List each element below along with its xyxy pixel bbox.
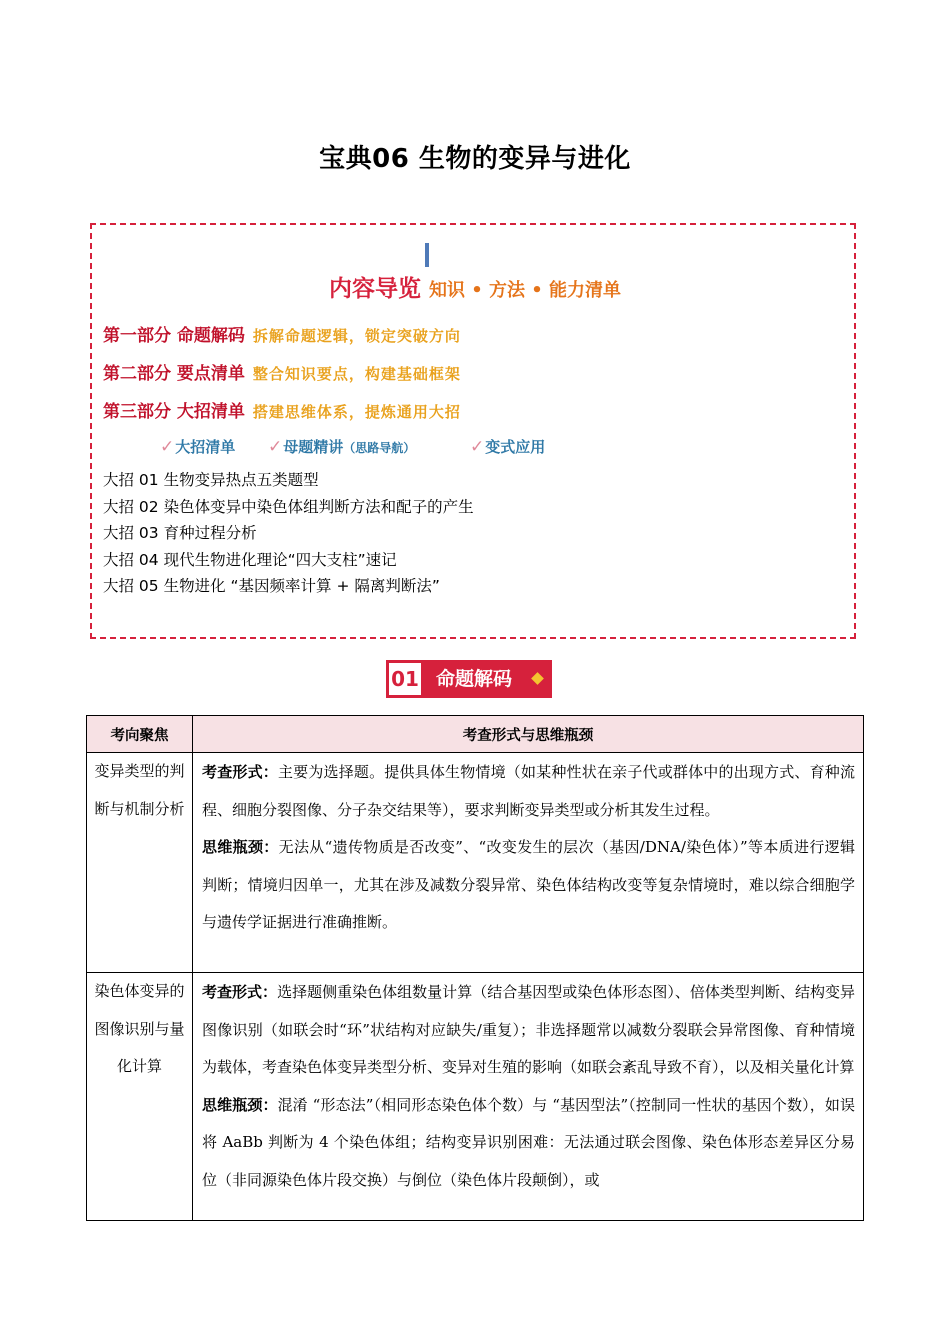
bottleneck-text: 混淆 “形态法”（相同形态染色体个数）与 “基因型法”（控制同一性状的基因个数），如误将 AaBb 判断为 4 个染色体组；结构变异识别困难：无法通过联会图像、染色体形态差异区分易位（非同源染色体片段交换）与倒位（染色体片段颠倒），或 [202, 1095, 855, 1189]
form-label: 考查形式： [202, 983, 278, 1001]
move-item: 大招 05 生物进化 “基因频率计算 + 隔离判断法” [103, 577, 440, 596]
guide-title: 内容导览 [328, 276, 421, 302]
form-text: 主要为选择题。提供具体生物情境（如某种性状在亲子代或群体中的出现方式、育种流程、细胞分裂图像、分子杂交结果等），要求判断变异类型或分析其发生过程。 [202, 763, 855, 819]
row-content [193, 973, 864, 1221]
part-three-desc: 搭建思维体系，提炼通用大招 [252, 403, 461, 421]
part-one-desc: 拆解命题逻辑，锁定突破方向 [252, 327, 461, 345]
bottleneck-label: 思维瓶颈： [202, 1095, 278, 1114]
tag-mother-problem-label: 母题精讲 [283, 438, 344, 456]
part-one [103, 321, 461, 346]
row-topic: 变异类型的判断与机制分析 [87, 753, 193, 973]
move-item: 大招 03 育种过程分析 [103, 524, 257, 543]
check-icon: ✓ [160, 437, 175, 457]
move-item: 大招 04 现代生物进化理论“四大支柱”速记 [103, 550, 397, 569]
tag-mother-problem-note: （思路导航） [343, 441, 416, 455]
table-row [87, 973, 864, 1221]
thinking-bottleneck [202, 1087, 855, 1200]
section-label: 命题解码 [424, 660, 552, 698]
exam-focus-table [86, 715, 864, 1221]
tag-variant-application [470, 436, 545, 457]
part-one-label: 第一部分 命题解码 [103, 326, 245, 346]
part-two [103, 359, 461, 384]
move-item: 大招 02 染色体变异中染色体组判断方法和配子的产生 [103, 497, 474, 516]
moves-list [103, 467, 474, 600]
check-icon: ✓ [268, 437, 283, 457]
table-row [87, 753, 864, 973]
thinking-bottleneck [202, 829, 855, 942]
header-content: 考查形式与思维瓶颈 [193, 716, 864, 753]
guide-heading [0, 270, 950, 303]
header-topic: 考向聚焦 [87, 716, 193, 753]
form-text: 选择题侧重染色体组数量计算（结合基因型或染色体形态图）、倍体类型判断、结构变异图像识别（如联会时“环”状结构对应缺失/重复）；非选择题常以减数分裂联会异常图像、育种情境为载体，考查染色体变异类型分析、变异对生殖的影响（如联会紊乱导致不育），以及相关量化计算 [202, 983, 855, 1076]
exam-form [202, 974, 855, 1087]
guide-accent-bar [425, 243, 429, 267]
part-two-label: 第二部分 要点清单 [103, 364, 245, 384]
row-topic: 染色体变异的图像识别与量化计算 [87, 973, 193, 1221]
table-header-row [87, 716, 864, 753]
check-icon: ✓ [470, 437, 485, 457]
exam-form [202, 754, 855, 829]
row-content [193, 753, 864, 973]
guide-subtitle: 知识 • 方法 • 能力清单 [428, 280, 622, 301]
part-three [103, 397, 461, 422]
section-badge [386, 660, 566, 698]
bottleneck-label: 思维瓶颈： [202, 838, 279, 856]
part-two-desc: 整合知识要点，构建基础框架 [252, 365, 461, 383]
move-item: 大招 01 生物变异热点五类题型 [103, 471, 319, 489]
tag-mother-problem [268, 436, 415, 457]
tag-moves-list-label: 大招清单 [175, 438, 236, 456]
section-number: 01 [386, 660, 424, 698]
part-three-label: 第三部分 大招清单 [103, 402, 245, 422]
bottleneck-text: 无法从“遗传物质是否改变”、“改变发生的层次（基因/DNA/染色体）”等本质进行逻辑判断；情境归因单一，尤其在涉及减数分裂异常、染色体结构改变等复杂情境时，难以综合细胞学与遗传学证据进行准确推断。 [202, 838, 855, 931]
tag-moves-list [160, 436, 235, 457]
form-label: 考查形式： [202, 763, 278, 781]
page-title: 宝典06 生物的变异与进化 [319, 144, 631, 174]
tag-variant-application-label: 变式应用 [485, 438, 546, 456]
